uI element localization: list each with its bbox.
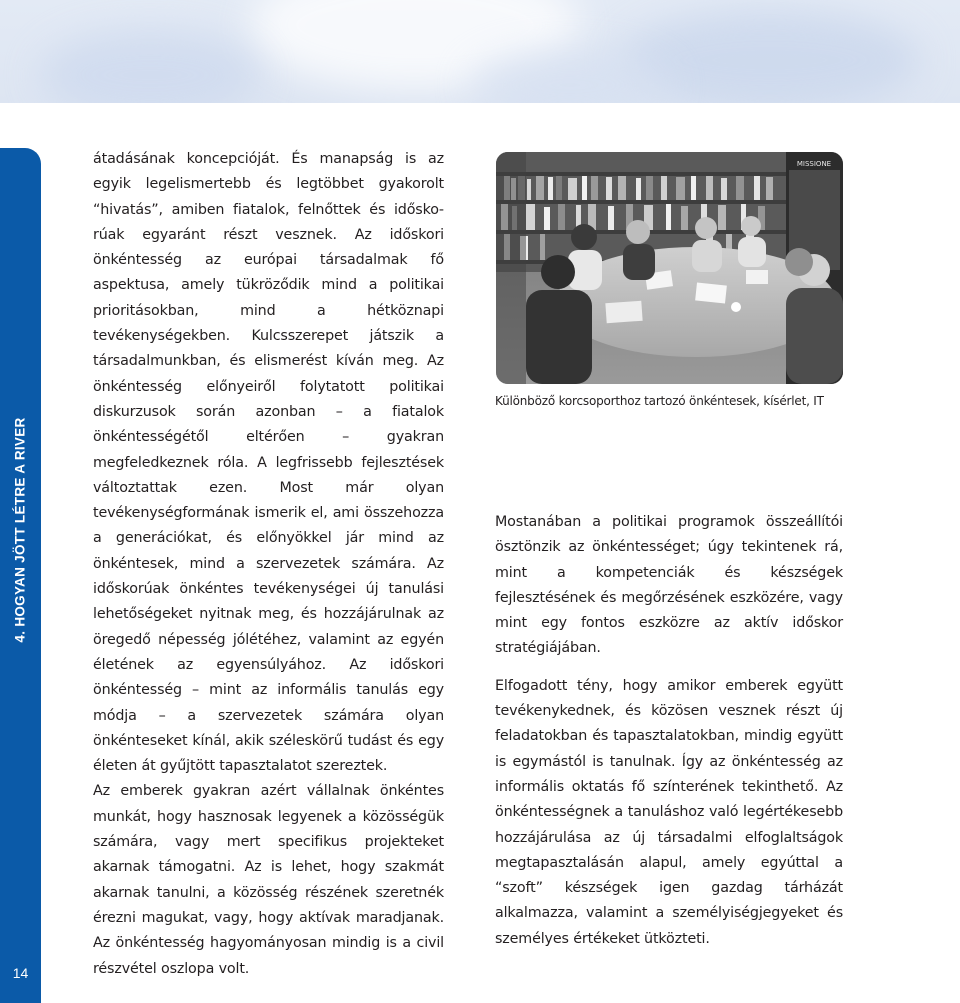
page-number: 14 [12,965,29,981]
photo-illustration [496,152,843,384]
top-banner [0,0,960,103]
left-text-column [93,147,444,982]
body-paragraph: Az emberek gyakran azért vállalnak önkéntes munkát, hogy hasznosak legyenek a közösségük számára, vagy mert specifikus projekteket akarnak támogatni. Az is lehet, hogy szakmát akarnak tanulni, a közösség részének szeretnék érezni magukat, vagy, hogy aktívak maradjanak. Az önkéntesség hagyományosan mindig is a civil részvétel oszlopa volt. [93,783,444,977]
body-paragraph: Elfogadott tény, hogy amikor emberek együtt tevékenykednek, és közösen vesznek részt új feladatokban és tapasztalatokban, mindig együtt is egymástól is tanulnak. Így az önkéntesség az informális oktatás fő színterének tekinthető. Az önkéntességnek a tanuláshoz való legértékesebb hozzájárulása az új társadalmi elfoglaltságok megtapasztalásán alapul, amely egyúttal a “szoft” készségek igen gazdag tárházát alkalmazza, valamint a személyiségjegyeket és személyes értékeket ütközteti. [495,677,843,947]
photo-caption: Különböző korcsoporthoz tartozó önkéntesek, kísérlet, IT [495,394,824,408]
photo-volunteers-meeting [496,152,843,384]
body-paragraph: Mostanában a politikai programok összeállítói ösztönzik az önkéntességet; úgy tekintenek rá, mint a kompetenciák és készségek fejlesztésének és megőrzésének eszközére, vagy mint egy fontos eszközre az aktív időskor stratégiájában. [495,514,843,657]
poster-text: MISSIONE [796,160,832,168]
banner-shade [40,30,260,103]
chapter-title: 4. HOGYAN JÖTT LÉTRE A RIVER [12,417,28,643]
body-paragraph: átadásának koncepcióját. És manapság is az egyik legelismertebb és legtöbbet gyakorolt “hivatás”, amiben fiatalok, felnőttek és időskorúak egyaránt részt vesznek. Az időskori önkéntesség az európai társadalmak fő aspektusa, amely tükröződik mind a politikai prioritásokban, mind a hétköznapi tevékenységekben. Kulcsszerepet játszik a társadalmunkban, és elismerést kíván meg. Az önkéntesség előnyeiről folytatott politikai diskurzusok során azonban – a fiatalok önkéntességétől eltérően – gyakran megfeledkeznek róla. A legfrissebb fejlesztések változtattak ezen. Most már olyan tevékenységformának ismerik el, ami összehozza a generációkat, és előnyökkel jár mind az önkéntesek, mind a szervezetek számára. Az időskorúak önkéntes tevékenységei új tanulási lehetőségeket nyitnak meg, és hozzájárulnak az öregedő népesség jólétéhez, valamint az egyén életének az egyensúlyához. Az időskori önkéntesség – mint az informális tanulás egy módja – a szervezetek számára olyan önkénteseket kínál, akik széleskörű tudást és egy életen át gyűjtött tapasztalatot szereztek. [93,151,444,775]
right-text-column [495,510,843,952]
